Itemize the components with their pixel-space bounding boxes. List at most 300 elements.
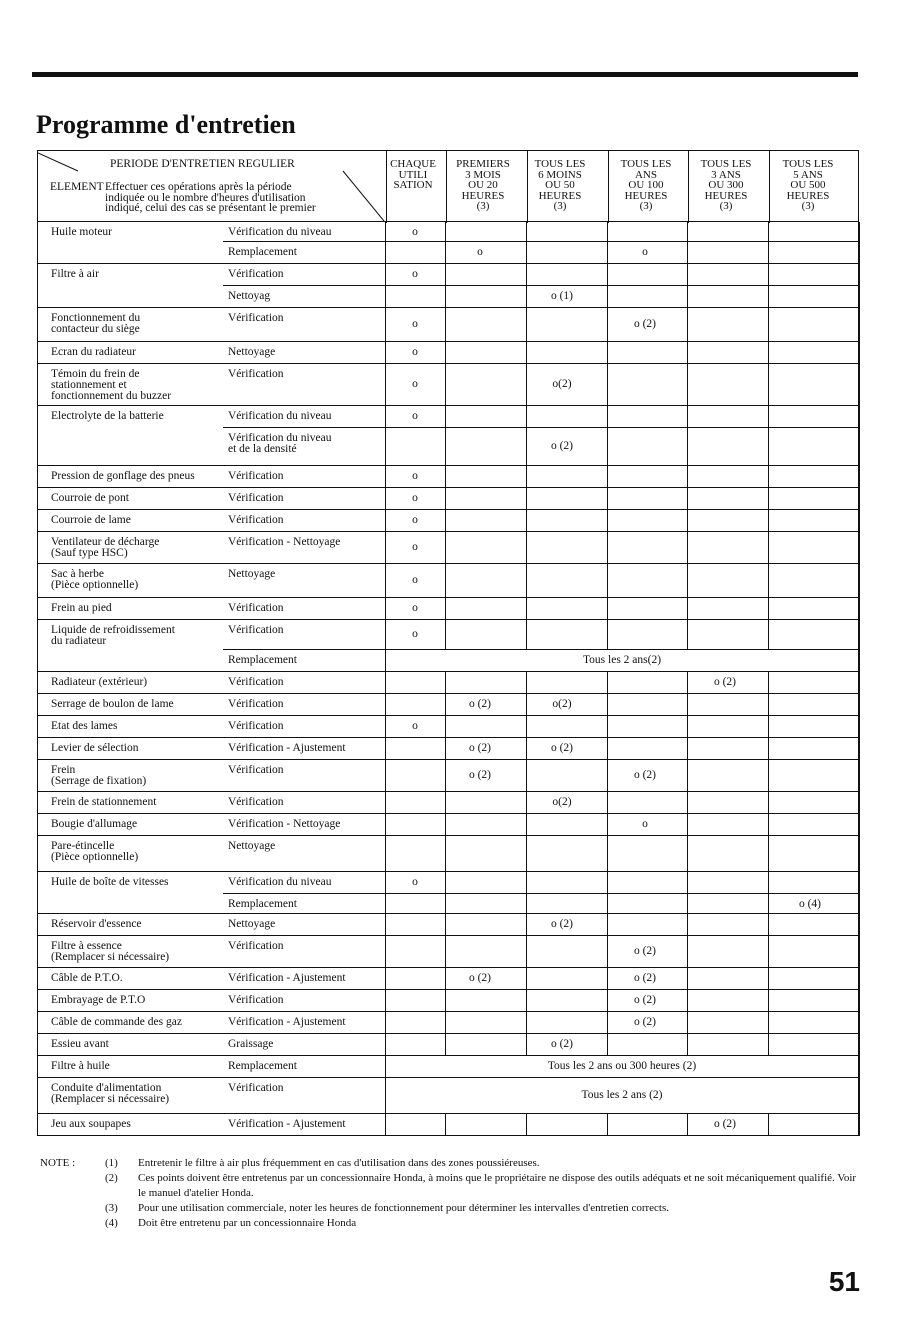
column-divider — [526, 694, 527, 716]
column-divider — [526, 342, 527, 364]
column-divider — [859, 308, 860, 342]
element-cell: Câble de commande des gaz — [51, 1016, 182, 1028]
column-divider — [768, 872, 769, 894]
column-divider — [607, 738, 608, 760]
interval-column-header: TOUS LES 5 ANS OU 500 HEURES (3) — [782, 158, 834, 212]
column-divider — [385, 814, 386, 836]
element-cell: Frein au pied — [51, 602, 112, 614]
column-divider — [445, 814, 446, 836]
column-divider — [607, 308, 608, 342]
column-divider — [769, 151, 770, 223]
column-divider — [687, 760, 688, 792]
operation-cell: Vérification — [228, 514, 284, 526]
column-divider — [385, 532, 386, 564]
column-divider — [445, 488, 446, 510]
column-divider — [526, 672, 527, 694]
column-divider — [445, 222, 446, 242]
column-divider — [607, 342, 608, 364]
interval-mark: o (2) — [633, 994, 657, 1006]
interval-mark: o — [642, 818, 648, 830]
table-row — [37, 564, 859, 598]
interval-column-header: PREMIERS 3 MOIS OU 20 HEURES (3) — [456, 158, 510, 212]
column-divider — [385, 1034, 386, 1056]
column-divider — [859, 598, 860, 620]
interval-mark: o — [412, 602, 418, 614]
column-divider — [687, 488, 688, 510]
operation-cell: Vérification - Ajustement — [228, 742, 346, 754]
interval-mark: o — [412, 876, 418, 888]
operation-cell: Vérification — [228, 994, 284, 1006]
table-row — [37, 814, 859, 836]
column-divider — [526, 242, 527, 264]
column-divider — [445, 532, 446, 564]
column-divider — [859, 1034, 860, 1056]
table-row — [37, 308, 859, 342]
span-note: Tous les 2 ans ou 300 heures (2) — [547, 1060, 697, 1072]
column-divider — [445, 264, 446, 286]
column-divider — [385, 1078, 386, 1114]
table-row — [37, 406, 859, 428]
column-divider — [526, 428, 527, 466]
element-cell: Sac à herbe (Pièce optionnelle) — [51, 568, 139, 591]
column-divider — [526, 620, 527, 650]
interval-mark: o — [642, 246, 648, 258]
element-cell: Frein de stationnement — [51, 796, 157, 808]
column-divider — [768, 532, 769, 564]
column-divider — [859, 694, 860, 716]
element-cell: Frein (Serrage de fixation) — [51, 764, 147, 787]
column-divider — [445, 406, 446, 428]
column-divider — [385, 598, 386, 620]
column-divider — [445, 672, 446, 694]
interval-column-header: TOUS LES ANS OU 100 HEURES (3) — [620, 158, 672, 212]
column-divider — [385, 836, 386, 872]
interval-mark: o — [412, 492, 418, 504]
table-row — [37, 1056, 859, 1078]
table-row — [37, 694, 859, 716]
column-divider — [385, 894, 386, 914]
period-header: PERIODE D'ENTRETIEN REGULIER — [110, 158, 295, 170]
table-row — [37, 968, 859, 990]
table-row — [37, 1012, 859, 1034]
column-divider — [607, 532, 608, 564]
operation-cell: Remplacement — [228, 898, 297, 910]
column-divider — [607, 428, 608, 466]
column-divider — [768, 222, 769, 242]
element-cell: Radiateur (extérieur) — [51, 676, 148, 688]
column-divider — [445, 872, 446, 894]
operation-cell: Vérification — [228, 1082, 284, 1094]
table-row — [37, 936, 859, 968]
interval-mark: o (2) — [468, 972, 492, 984]
column-divider — [859, 466, 860, 488]
column-divider — [859, 894, 860, 914]
interval-mark: o (2) — [468, 698, 492, 710]
column-divider — [859, 222, 860, 242]
column-divider — [527, 151, 528, 223]
column-divider — [446, 151, 447, 223]
column-divider — [768, 342, 769, 364]
column-divider — [859, 836, 860, 872]
operation-cell: Vérification — [228, 940, 284, 952]
column-divider — [607, 672, 608, 694]
column-divider — [768, 510, 769, 532]
operation-cell: Vérification - Ajustement — [228, 1016, 346, 1028]
column-divider — [385, 564, 386, 598]
element-cell: Jeu aux soupapes — [51, 1118, 131, 1130]
column-divider — [859, 620, 860, 650]
column-divider — [445, 894, 446, 914]
operation-cell: Vérification - Nettoyage — [228, 536, 341, 548]
column-divider — [526, 598, 527, 620]
column-divider — [859, 564, 860, 598]
column-divider — [445, 620, 446, 650]
operation-cell: Vérification — [228, 676, 284, 688]
table-row — [37, 990, 859, 1012]
table-row — [37, 286, 859, 308]
column-divider — [859, 872, 860, 894]
column-divider — [687, 466, 688, 488]
column-divider — [859, 1114, 860, 1136]
column-divider — [607, 1034, 608, 1056]
column-divider — [768, 836, 769, 872]
column-divider — [687, 406, 688, 428]
column-divider — [607, 872, 608, 894]
interval-mark: o — [412, 346, 418, 358]
table-row — [37, 716, 859, 738]
column-divider — [385, 716, 386, 738]
column-divider — [445, 694, 446, 716]
interval-mark: o (2) — [633, 972, 657, 984]
table-row — [37, 242, 859, 264]
top-rule — [32, 72, 858, 77]
column-divider — [445, 564, 446, 598]
column-divider — [687, 242, 688, 264]
column-divider — [445, 1012, 446, 1034]
element-cell: Ventilateur de décharge (Sauf type HSC) — [51, 536, 160, 559]
interval-mark: o (2) — [633, 318, 657, 330]
column-divider — [445, 760, 446, 792]
column-divider — [526, 406, 527, 428]
column-divider — [526, 836, 527, 872]
column-divider — [768, 406, 769, 428]
column-divider — [687, 532, 688, 564]
column-divider — [687, 814, 688, 836]
column-divider — [385, 308, 386, 342]
element-cell: Fonctionnement du contacteur du siège — [51, 312, 141, 335]
column-divider — [526, 488, 527, 510]
column-divider — [385, 1012, 386, 1034]
column-divider — [526, 564, 527, 598]
note-text: Pour une utilisation commerciale, noter les heures de fonctionnement pour déterminer les intervalles d'entretien corrects. — [138, 1202, 670, 1214]
element-cell: Levier de sélection — [51, 742, 139, 754]
column-divider — [768, 814, 769, 836]
column-divider — [445, 990, 446, 1012]
column-divider — [768, 364, 769, 406]
column-divider — [859, 242, 860, 264]
column-divider — [526, 990, 527, 1012]
column-divider — [445, 428, 446, 466]
column-divider — [385, 650, 386, 672]
column-divider — [607, 968, 608, 990]
column-divider — [687, 342, 688, 364]
operation-cell: Vérification — [228, 312, 284, 324]
column-divider — [859, 406, 860, 428]
column-divider — [385, 364, 386, 406]
column-divider — [859, 286, 860, 308]
column-divider — [687, 222, 688, 242]
column-divider — [607, 936, 608, 968]
interval-mark: o (2) — [550, 1038, 574, 1050]
column-divider — [859, 936, 860, 968]
table-row — [37, 836, 859, 872]
column-divider — [385, 466, 386, 488]
interval-mark: o (2) — [633, 945, 657, 957]
column-divider — [859, 532, 860, 564]
column-divider — [526, 792, 527, 814]
column-divider — [607, 1012, 608, 1034]
column-divider — [768, 242, 769, 264]
column-divider — [768, 598, 769, 620]
operation-cell: Vérification — [228, 268, 284, 280]
column-divider — [687, 738, 688, 760]
column-divider — [445, 836, 446, 872]
operation-cell: Vérification - Ajustement — [228, 972, 346, 984]
operation-cell: Vérification du niveau et de la densité — [228, 432, 332, 455]
column-divider — [768, 1012, 769, 1034]
column-divider — [859, 650, 860, 672]
column-divider — [859, 264, 860, 286]
column-divider — [768, 990, 769, 1012]
column-divider — [445, 936, 446, 968]
column-divider — [607, 364, 608, 406]
operation-cell: Vérification — [228, 470, 284, 482]
column-divider — [859, 914, 860, 936]
element-cell: Filtre à essence (Remplacer si nécessaire) — [51, 940, 170, 963]
column-divider — [385, 222, 386, 242]
operation-cell: Vérification — [228, 764, 284, 776]
column-divider — [607, 222, 608, 242]
column-divider — [385, 694, 386, 716]
column-divider — [768, 760, 769, 792]
column-divider — [859, 428, 860, 466]
column-divider — [385, 510, 386, 532]
column-divider — [768, 716, 769, 738]
column-divider — [526, 286, 527, 308]
column-divider — [445, 716, 446, 738]
element-cell: Réservoir d'essence — [51, 918, 142, 930]
column-divider — [385, 936, 386, 968]
column-divider — [607, 814, 608, 836]
table-row — [37, 264, 859, 286]
column-divider — [687, 936, 688, 968]
operation-cell: Vérification - Nettoyage — [228, 818, 341, 830]
column-divider — [445, 466, 446, 488]
column-divider — [768, 914, 769, 936]
interval-mark: o — [412, 514, 418, 526]
column-divider — [768, 1114, 769, 1136]
column-divider — [385, 792, 386, 814]
element-cell: Conduite d'alimentation (Remplacer si nécessaire) — [51, 1082, 170, 1105]
column-divider — [445, 242, 446, 264]
interval-mark: o — [412, 541, 418, 553]
note-number: (2) — [105, 1172, 118, 1184]
column-divider — [607, 488, 608, 510]
column-divider — [526, 1034, 527, 1056]
column-divider — [607, 564, 608, 598]
operation-cell: Vérification — [228, 602, 284, 614]
element-cell: Liquide de refroidissement du radiateur — [51, 624, 175, 647]
column-divider — [768, 738, 769, 760]
column-divider — [526, 716, 527, 738]
column-divider — [385, 428, 386, 466]
column-divider — [445, 738, 446, 760]
column-divider — [607, 760, 608, 792]
table-row — [37, 222, 859, 242]
element-cell: Embrayage de P.T.O — [51, 994, 146, 1006]
interval-mark: o (2) — [550, 918, 574, 930]
element-cell: Essieu avant — [51, 1038, 109, 1050]
table-row — [37, 894, 859, 914]
note-text: Doit être entretenu par un concessionnaire Honda — [138, 1217, 357, 1229]
element-cell: Ecran du radiateur — [51, 346, 136, 358]
interval-mark: o (4) — [798, 898, 822, 910]
period-instruction: Effectuer ces opérations après la période indiquée ou le nombre d'heures d'utilisation indiqué, celui des cas se présentant le premier — [105, 181, 316, 214]
operation-cell: Remplacement — [228, 246, 297, 258]
table-row — [37, 488, 859, 510]
column-divider — [687, 598, 688, 620]
table-row — [37, 428, 859, 466]
column-divider — [859, 760, 860, 792]
interval-mark: o(2) — [552, 378, 572, 390]
element-cell: Huile moteur — [51, 226, 112, 238]
operation-cell: Vérification — [228, 368, 284, 380]
column-divider — [768, 1034, 769, 1056]
interval-mark: o — [412, 720, 418, 732]
interval-mark: o — [412, 378, 418, 390]
column-divider — [687, 694, 688, 716]
column-divider — [687, 1034, 688, 1056]
element-cell: Electrolyte de la batterie — [51, 410, 164, 422]
operation-cell: Nettoyage — [228, 918, 276, 930]
column-divider — [859, 990, 860, 1012]
element-cell: Pression de gonflage des pneus — [51, 470, 195, 482]
column-divider — [687, 872, 688, 894]
table-row — [37, 914, 859, 936]
column-divider — [385, 242, 386, 264]
table-row — [37, 672, 859, 694]
column-divider — [607, 1114, 608, 1136]
column-divider — [526, 814, 527, 836]
operation-cell: Nettoyag — [228, 290, 271, 302]
note-number: (3) — [105, 1202, 118, 1214]
column-divider — [859, 672, 860, 694]
column-divider — [385, 738, 386, 760]
table-row — [37, 532, 859, 564]
operation-cell: Graissage — [228, 1038, 274, 1050]
operation-cell: Remplacement — [228, 1060, 297, 1072]
operation-cell: Nettoyage — [228, 568, 276, 580]
column-divider — [526, 914, 527, 936]
element-header: ELEMENT — [50, 181, 104, 193]
column-divider — [445, 914, 446, 936]
column-divider — [385, 620, 386, 650]
column-divider — [687, 716, 688, 738]
column-divider — [687, 564, 688, 598]
column-divider — [385, 760, 386, 792]
column-divider — [607, 406, 608, 428]
operation-cell: Vérification du niveau — [228, 876, 332, 888]
column-divider — [859, 364, 860, 406]
column-divider — [385, 1114, 386, 1136]
interval-mark: o — [412, 268, 418, 280]
table-row — [37, 466, 859, 488]
operation-cell: Vérification - Ajustement — [228, 1118, 346, 1130]
column-divider — [687, 990, 688, 1012]
column-divider — [859, 1078, 860, 1114]
interval-mark: o (2) — [468, 769, 492, 781]
column-divider — [526, 466, 527, 488]
column-divider — [445, 968, 446, 990]
interval-mark: o (2) — [550, 742, 574, 754]
operation-cell: Vérification — [228, 624, 284, 636]
operation-cell: Vérification — [228, 796, 284, 808]
table-row — [37, 620, 859, 650]
operation-cell: Nettoyage — [228, 840, 276, 852]
column-divider — [385, 488, 386, 510]
column-divider — [526, 364, 527, 406]
column-divider — [687, 620, 688, 650]
column-divider — [526, 264, 527, 286]
column-divider — [687, 428, 688, 466]
interval-mark: o (2) — [468, 742, 492, 754]
column-divider — [526, 738, 527, 760]
note-text: Entretenir le filtre à air plus fréquemment en cas d'utilisation dans des zones poussiéreuses. — [138, 1157, 540, 1169]
operation-cell: Vérification — [228, 698, 284, 710]
column-divider — [526, 222, 527, 242]
column-divider — [687, 792, 688, 814]
span-note: Tous les 2 ans(2) — [582, 654, 662, 666]
interval-mark: o (2) — [713, 1118, 737, 1130]
operation-cell: Vérification du niveau — [228, 226, 332, 238]
column-divider — [859, 738, 860, 760]
column-divider — [607, 466, 608, 488]
column-divider — [385, 1056, 386, 1078]
column-divider — [526, 1012, 527, 1034]
column-divider — [526, 532, 527, 564]
column-divider — [385, 872, 386, 894]
column-divider — [687, 1114, 688, 1136]
column-divider — [768, 792, 769, 814]
table-row — [37, 650, 859, 672]
column-divider — [688, 151, 689, 223]
interval-mark: o (2) — [633, 1016, 657, 1028]
column-divider — [445, 342, 446, 364]
element-cell: Courroie de lame — [51, 514, 131, 526]
column-divider — [526, 1114, 527, 1136]
interval-column-header: TOUS LES 6 MOINS OU 50 HEURES (3) — [534, 158, 586, 212]
column-divider — [385, 406, 386, 428]
column-divider — [385, 264, 386, 286]
column-divider — [526, 510, 527, 532]
column-divider — [607, 894, 608, 914]
interval-mark: o (2) — [550, 440, 574, 452]
table-row — [37, 510, 859, 532]
note-number: (4) — [105, 1217, 118, 1229]
column-divider — [445, 1034, 446, 1056]
interval-mark: o — [412, 574, 418, 586]
span-note: Tous les 2 ans (2) — [581, 1089, 663, 1101]
